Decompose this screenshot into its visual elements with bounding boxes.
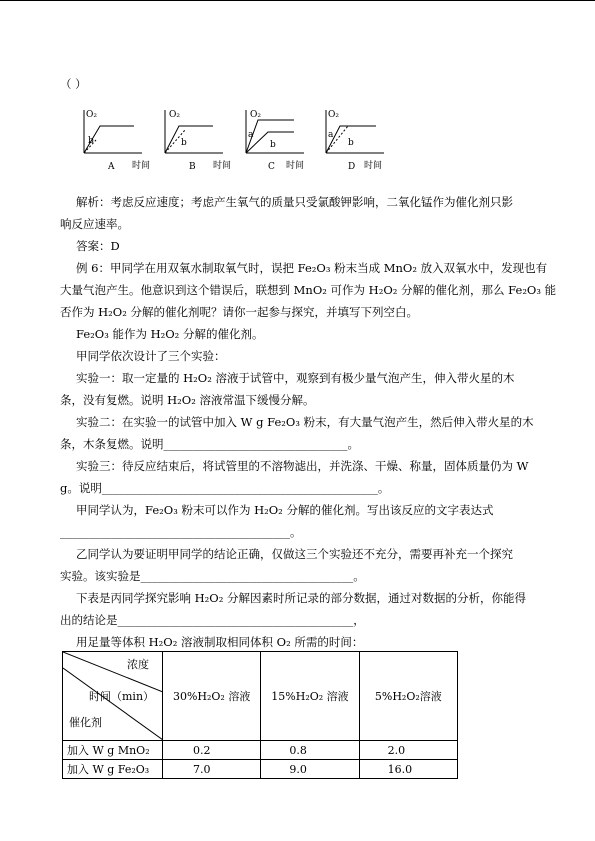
exp3-line-2: g。说明________________________________________________。: [60, 481, 390, 495]
graph-c-ylabel: O₂: [250, 110, 261, 120]
graph-a: [76, 108, 151, 172]
diag-mid-label: 时间（min）: [89, 690, 155, 703]
graph-b-xlabel: 时间: [213, 161, 232, 171]
col-header-15: 15%H₂O₂ 溶液: [261, 652, 359, 741]
table-header-row: [63, 652, 458, 741]
cell-value: 2.0: [359, 741, 457, 760]
cell-value: 0.2: [162, 741, 260, 760]
yi-line-1: 乙同学认为要证明甲同学的结论正确，仅做这三个实验还不充分，需要再补充一个探究: [76, 547, 513, 561]
page-top-rule: [0, 0, 595, 1]
table-caption: 用足量等体积 H₂O₂ 溶液制取相同体积 O₂ 所需的时间：: [76, 635, 364, 649]
example6-line-3: 否作为 H₂O₂ 分解的催化剂呢？请你一起参与探究，并填写下列空白。: [60, 305, 418, 319]
exp2-line-2: 条，木条复燃。说明________________________________。: [60, 437, 359, 451]
answer-paren: （ ）: [60, 77, 87, 91]
analysis-line-2: 响反应速率。: [60, 217, 129, 231]
graph-b: [157, 108, 232, 172]
bing-line-1: 下表是丙同学探究影响 H₂O₂ 分解因素时所记录的部分数据，通过对数据的分析，你能得: [76, 591, 526, 605]
graph-c: [238, 108, 308, 172]
answer-line: 答案：D: [76, 239, 120, 253]
hypothesis-line: Fe₂O₃ 能作为 H₂O₂ 分解的催化剂。: [76, 327, 264, 341]
graph-a-curve-label: b: [88, 136, 94, 146]
graph-d-ylabel: O₂: [328, 110, 339, 120]
exp2-line-1: 实验二：在实验一的试管中加入 W g Fe₂O₃ 粉末，有大量气泡产生，然后伸入带火星的木: [76, 415, 534, 429]
cell-value: 0.8: [261, 741, 359, 760]
graph-a-xlabel: 时间: [132, 161, 151, 171]
exp1-line-2: 条，没有复燃。说明 H₂O₂ 溶液常温下缓慢分解。: [60, 393, 315, 407]
example6-line-1: 例 6：甲同学在用双氧水制取氧气时，误把 Fe₂O₃ 粉末当成 MnO₂ 放入双氧水中，发现也有: [76, 261, 548, 275]
graph-d-xlabel: 时间: [364, 161, 383, 171]
row-label: 加入 W g Fe₂O₃: [63, 760, 163, 779]
graph-d-letter: D: [348, 162, 356, 172]
graph-a-ylabel: O₂: [86, 110, 97, 120]
graph-c-xlabel: 时间: [286, 161, 305, 171]
graph-b-ylabel: O₂: [169, 110, 180, 120]
cell-value: 16.0: [359, 760, 457, 779]
conclusion-line-2: ________________________________________。: [60, 525, 302, 539]
graph-c-curve-b: b: [270, 140, 276, 150]
analysis-line-1: 解析：考虑反应速度；考虑产生氧气的质量只受氯酸钾影响，二氧化锰作为催化剂只影: [76, 195, 513, 209]
graph-b-plot: [157, 108, 227, 163]
table-row: [63, 741, 458, 760]
diag-top-label: 浓度: [127, 658, 149, 671]
graph-c-curve-a: a: [248, 130, 254, 140]
graph-d-curve-a: a: [328, 130, 334, 140]
data-table: [62, 651, 458, 779]
graph-b-curve-label: b: [181, 138, 187, 148]
yi-line-2: 实验。该实验是_____________________________________。: [60, 569, 365, 583]
conclusion-line-1: 甲同学认为，Fe₂O₃ 粉末可以作为 H₂O₂ 分解的催化剂。写出该反应的文字表达式: [76, 503, 494, 517]
graph-a-letter: A: [108, 162, 115, 172]
row-label: 加入 W g MnO₂: [63, 741, 163, 760]
graph-d: [318, 108, 388, 172]
exp3-line-1: 实验三：待反应结束后，将试管里的不溶物滤出，并洗涤、干燥、称量，固体质量仍为 W: [76, 459, 529, 473]
cell-value: 7.0: [162, 760, 260, 779]
exp1-line-1: 实验一：取一定量的 H₂O₂ 溶液于试管中，观察到有极少量气泡产生，伸入带火星的木: [76, 371, 515, 385]
bing-line-2: 出的结论是_________________________________________，: [60, 613, 365, 627]
table-row: [63, 760, 458, 779]
table-diagonal-header: [63, 652, 163, 741]
col-header-5: 5%H₂O₂溶液: [359, 652, 457, 741]
graph-d-curve-b: b: [348, 138, 354, 148]
graph-b-letter: B: [189, 162, 196, 172]
col-header-30: 30%H₂O₂ 溶液: [162, 652, 260, 741]
design-line: 甲同学依次设计了三个实验：: [76, 349, 226, 363]
example6-line-2: 大量气泡产生。他意识到这个错误后，联想到 MnO₂ 可作为 H₂O₂ 分解的催化剂，那么 Fe₂O₃ 能: [60, 283, 557, 297]
graph-c-letter: C: [268, 162, 275, 172]
diag-bottom-label: 催化剂: [69, 716, 102, 729]
cell-value: 9.0: [261, 760, 359, 779]
